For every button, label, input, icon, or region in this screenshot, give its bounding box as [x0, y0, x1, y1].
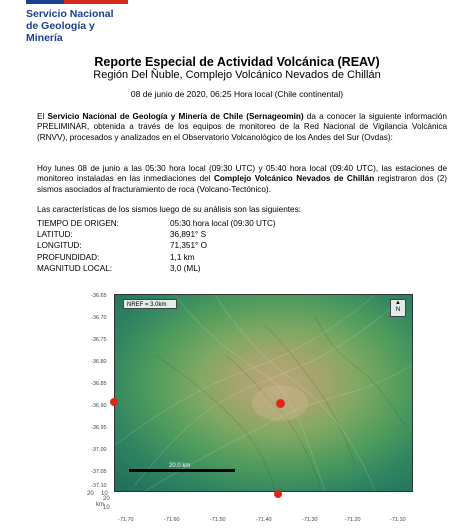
report-title: Reporte Especial de Actividad Volcánica (REAV) [94, 55, 380, 69]
characteristics-intro: Las características de los sismos luego de su análisis son las siguientes: [37, 205, 301, 214]
map-x-tick: -71.70 [118, 517, 134, 523]
characteristic-row [37, 218, 276, 229]
map-x-tick: -71.40 [256, 517, 272, 523]
characteristic-row [37, 229, 276, 240]
org-line-3: Minería [26, 32, 63, 44]
volcano-name-bold: Complejo Volcánico Nevados de Chillán [213, 174, 375, 184]
event-paragraph: Hoy lunes 08 de junio a las 05:30 hora local (09:30 UTC) y 05:40 hora local (09:40 UTC), las estaciones de monitoreo instaladas en las inmediaciones del Complejo Volcánico Nevados de Chillán registraron dos (2) sismos asociados al fracturamiento de roca (Volcano-Tectónico). [37, 164, 447, 194]
side-profile-label: 10 [101, 491, 108, 497]
map-y-tick: -36.95 [91, 425, 107, 431]
organization-logo-text [26, 8, 114, 44]
characteristic-key: MAGNITUD LOCAL: [37, 263, 113, 273]
map-y-tick: -37.05 [91, 469, 107, 475]
characteristic-row [37, 240, 276, 251]
map-y-tick: -37.10 [91, 483, 107, 489]
characteristic-key: LATITUD: [37, 230, 73, 240]
characteristic-key: PROFUNDIDAD: [37, 252, 100, 262]
report-subtitle: Región Del Ñuble, Complejo Volcánico Nevados de Chillán [93, 69, 381, 81]
scale-bar [129, 469, 235, 472]
epicenter-marker [276, 399, 285, 408]
org-line-1: Servicio Nacional [26, 8, 114, 20]
characteristic-row [37, 263, 276, 274]
chile-flag-stripe [26, 0, 128, 4]
characteristic-value: 71,351° O [170, 241, 207, 251]
report-date: 08 de junio de 2020, 06:25 Hora local (Chile continental) [130, 89, 344, 99]
characteristic-value: 05:30 hora local (09:30 UTC) [170, 219, 276, 228]
bottom-profile-label: 10 [103, 505, 110, 511]
profile-marker-bottom [274, 490, 282, 498]
scale-bar-label: 20.0 km [169, 463, 191, 469]
north-arrow-icon: ▲ N [390, 299, 406, 317]
map-y-tick: -36.75 [91, 337, 107, 343]
side-profile-unit: km [96, 502, 104, 508]
characteristic-row [37, 252, 276, 263]
org-line-2: de Geología y [26, 20, 95, 32]
side-profile-label: 20 [87, 491, 94, 497]
characteristic-value: 1,1 km [170, 252, 195, 262]
map-x-tick: -71.50 [210, 517, 226, 523]
org-name-bold: Servicio Nacional de Geología y Minería de Chile (Sernageomin) [47, 112, 304, 121]
epicenter-map [114, 294, 413, 492]
profile-marker-left [110, 398, 118, 406]
intro-paragraph: El Servicio Nacional de Geología y Minería de Chile (Sernageomin) da a conocer la siguiente información PRELIMINAR, obtenida a través de los equipos de monitoreo de la Red Nacional de Vigilancia Volcánica (RNVV), procesados y analizados en el Observatorio Volcanológico de los Andes del Sur (Ovdas): [37, 112, 447, 142]
map-y-tick: -36.65 [91, 293, 107, 299]
terrain-relief [115, 295, 412, 491]
map-y-tick: -36.85 [91, 381, 107, 387]
map-y-tick: -36.80 [91, 359, 107, 365]
characteristic-key: LONGITUD: [37, 241, 82, 251]
characteristic-key: TIEMPO DE ORIGEN: [37, 219, 119, 228]
map-y-tick: -36.90 [91, 403, 107, 409]
characteristic-value: 36,891° S [170, 230, 207, 240]
nref-label: NREF = 3.0km [123, 299, 177, 309]
characteristic-value: 3,0 (ML) [170, 263, 201, 273]
characteristics-table [37, 218, 276, 274]
map-y-tick: -36.70 [91, 315, 107, 321]
map-y-tick: -37.00 [91, 447, 107, 453]
map-x-tick: -71.30 [302, 517, 318, 523]
map-x-tick: -71.60 [164, 517, 180, 523]
map-x-tick: -71.20 [345, 517, 361, 523]
bottom-profile-label: 20 [103, 496, 110, 502]
map-x-tick: -71.10 [390, 517, 406, 523]
